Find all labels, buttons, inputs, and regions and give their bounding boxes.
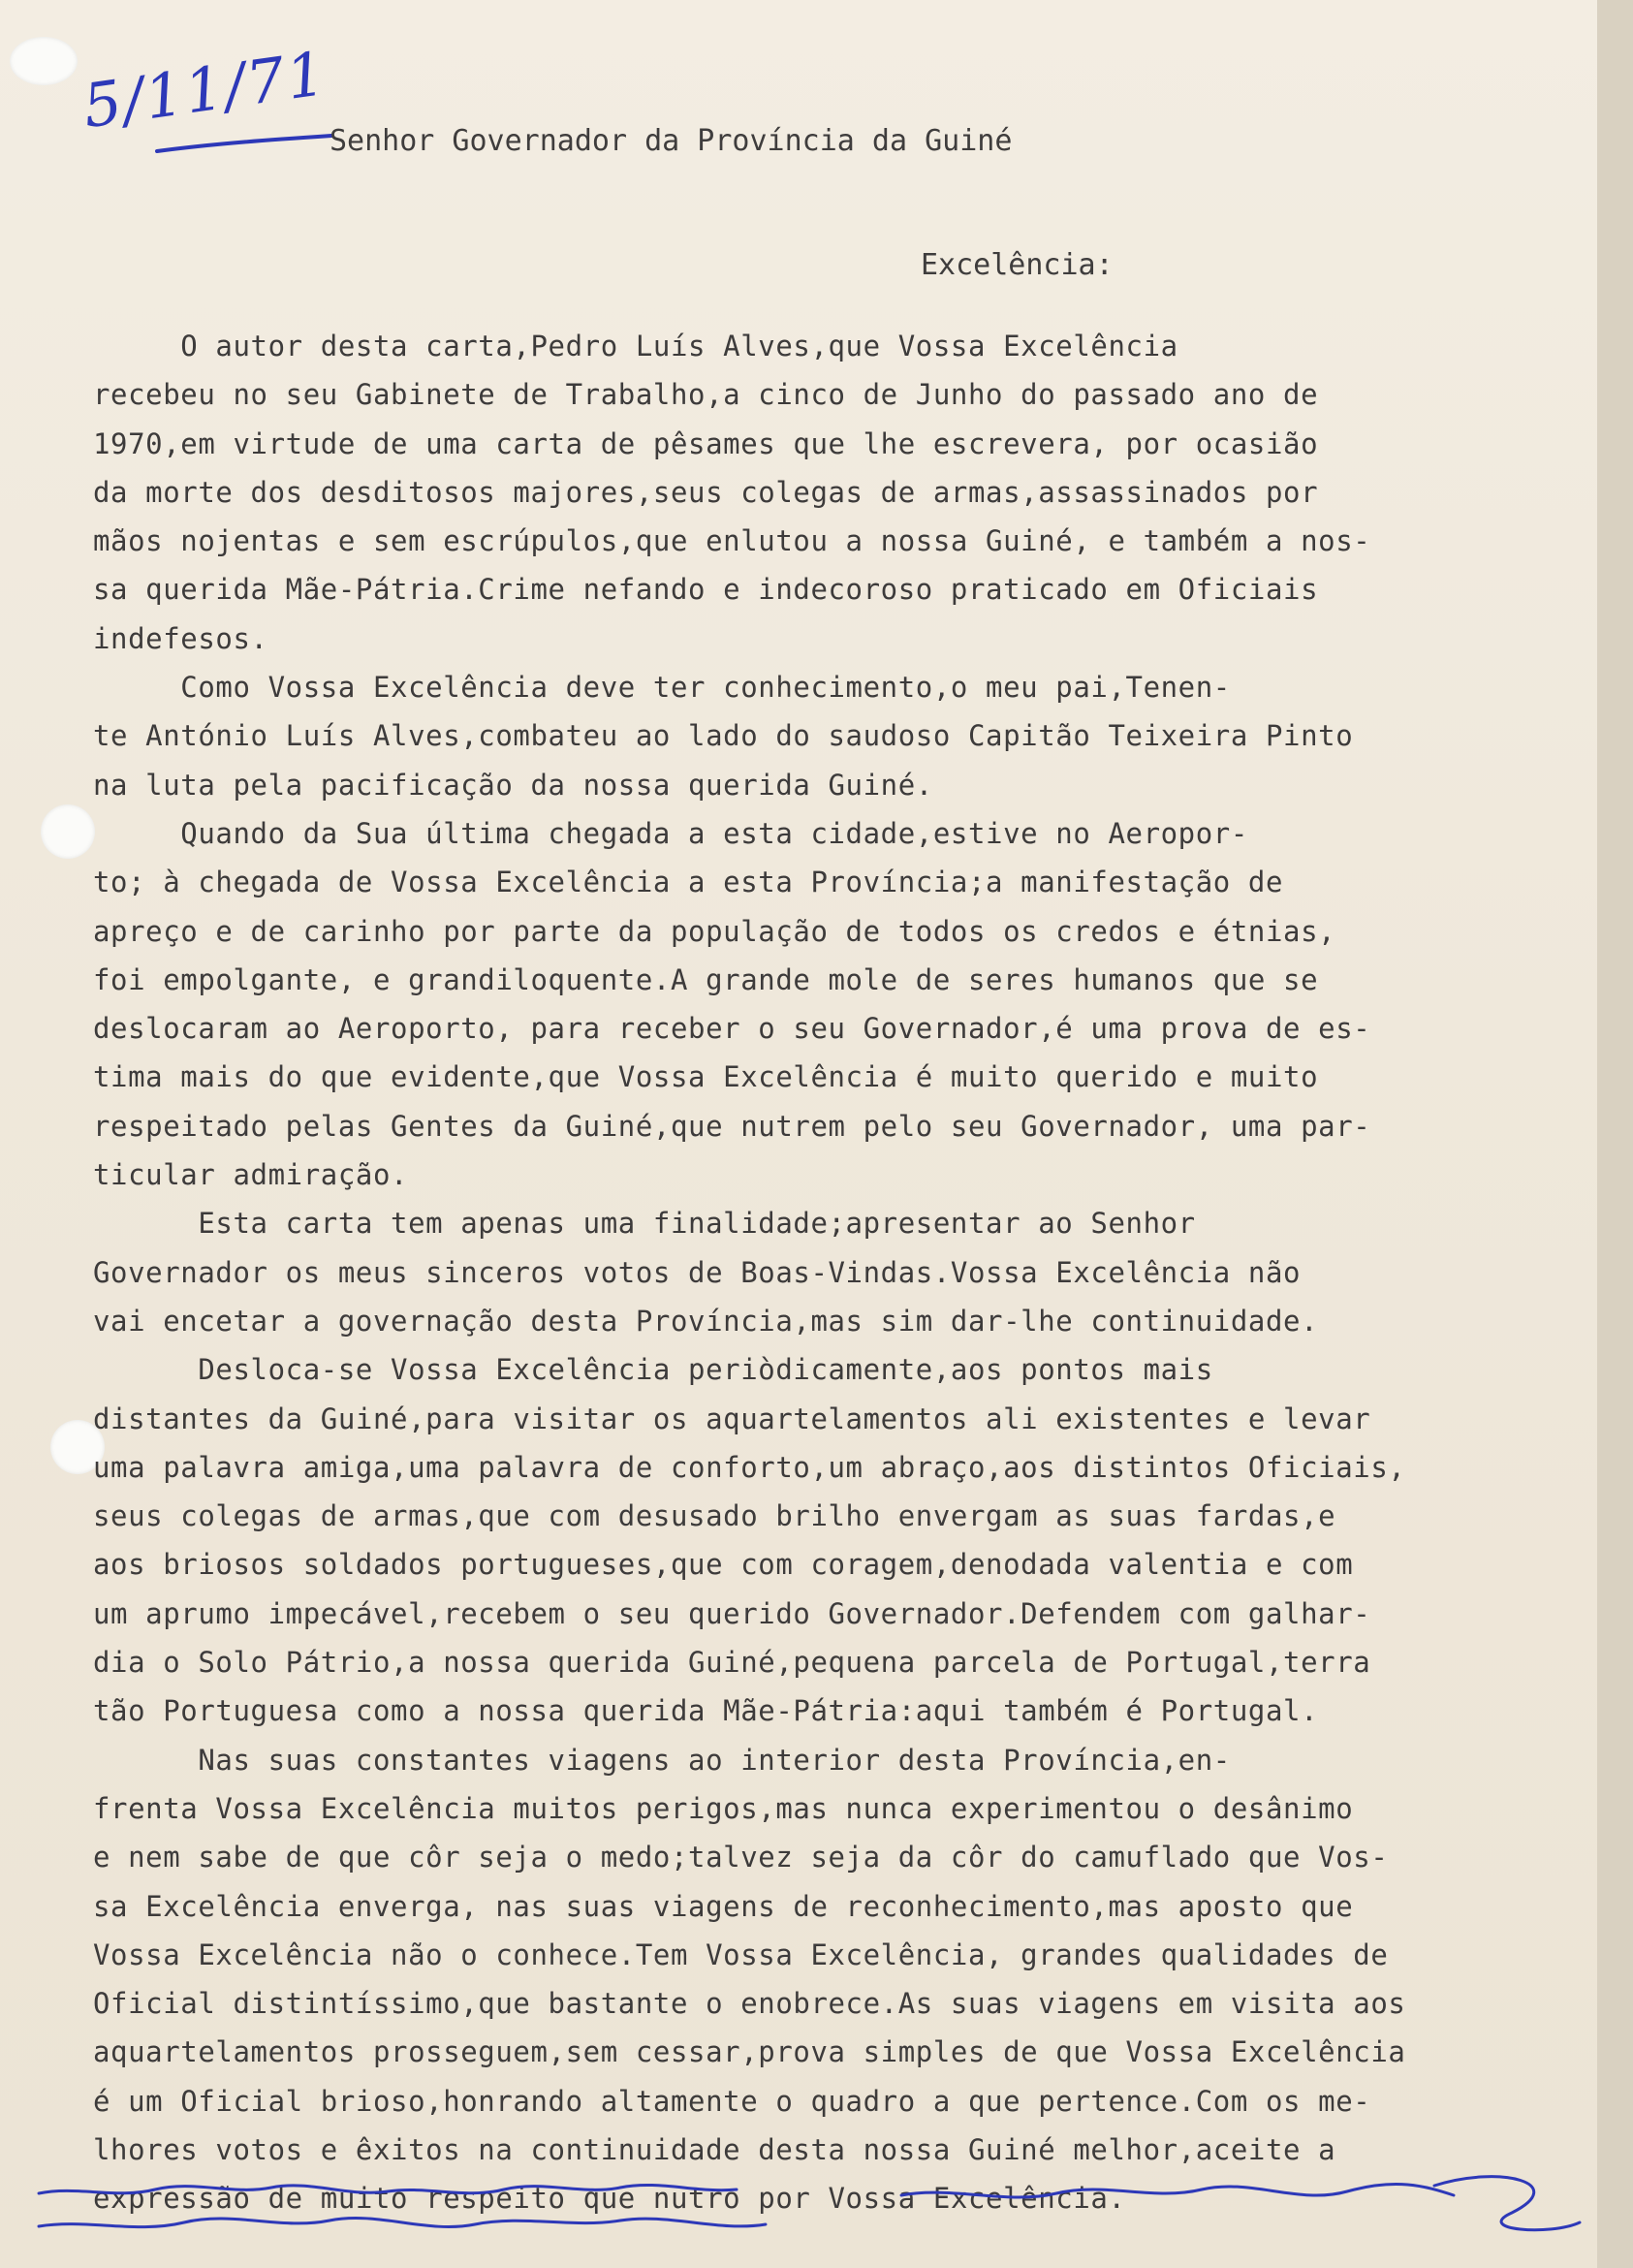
body-line: lhores votos e êxitos na continuidade desta nossa Guiné melhor,aceite a [93, 2132, 1336, 2166]
body-line: tão Portuguesa como a nossa querida Mãe-Pátria:aqui também é Portugal. [93, 1694, 1319, 1728]
letter-salutation: Excelência: [921, 248, 1114, 282]
body-line: dia o Solo Pátrio,a nossa querida Guiné,pequena parcela de Portugal,terra [93, 1646, 1371, 1680]
body-line: distantes da Guiné,para visitar os aquartelamentos ali existentes e levar [93, 1402, 1371, 1435]
body-line: sa Excelência enverga, nas suas viagens de reconhecimento,mas aposto que [93, 1889, 1354, 1923]
body-line: Esta carta tem apenas uma finalidade;apresentar ao Senhor [93, 1207, 1196, 1241]
body-line: seus colegas de armas,que com desusado brilho envergam as suas fardas,e [93, 1499, 1336, 1533]
body-line: Vossa Excelência não o conhece.Tem Vossa Excelência, grandes qualidades de [93, 1937, 1389, 1971]
body-line: deslocaram ao Aeroporto, para receber o seu Governador,é uma prova de es- [93, 1012, 1371, 1046]
body-line: é um Oficial brioso,honrando altamente o quadro a que pertence.Com os me- [93, 2084, 1371, 2118]
body-line: Desloca-se Vossa Excelência periòdicamente,aos pontos mais [93, 1353, 1213, 1387]
body-line: expressão de muito respeito que nutro por Vossa Excelência. [93, 2182, 1126, 2216]
body-line: apreço e de carinho por parte da população de todos os credos e étnias, [93, 914, 1336, 948]
body-line: mãos nojentas e sem escrúpulos,que enlutou a nossa Guiné, e também a nos- [93, 524, 1371, 558]
body-line: frenta Vossa Excelência muitos perigos,mas nunca experimentou o desânimo [93, 1791, 1354, 1825]
body-line: aos briosos soldados portugueses,que com coragem,denodada valentia e com [93, 1548, 1354, 1582]
handwritten-signature [0, 2166, 1597, 2268]
body-line: indefesos. [93, 621, 268, 655]
body-line: 1970,em virtude de uma carta de pêsames que lhe escrevera, por ocasião [93, 426, 1319, 460]
body-line: uma palavra amiga,uma palavra de conforto,um abraço,aos distintos Oficiais, [93, 1450, 1406, 1484]
body-line: tima mais do que evidente,que Vossa Excelência é muito querido e muito [93, 1060, 1319, 1094]
body-line: um aprumo impecável,recebem o seu querido Governador.Defendem com galhar- [93, 1596, 1371, 1630]
body-line: Como Vossa Excelência deve ter conhecimento,o meu pai,Tenen- [93, 671, 1231, 705]
body-line: na luta pela pacificação da nossa querida Guiné. [93, 768, 933, 802]
body-line: Nas suas constantes viagens ao interior desta Província,en- [93, 1743, 1231, 1777]
body-line: Oficial distintíssimo,que bastante o enobrece.As suas viagens em visita aos [93, 1987, 1406, 2021]
body-line: da morte dos desditosos majores,seus colegas de armas,assassinados por [93, 475, 1319, 509]
punch-hole-middle [41, 804, 95, 859]
body-line: respeitado pelas Gentes da Guiné,que nutrem pelo seu Governador, uma par- [93, 1109, 1371, 1143]
handwritten-date: 5/11/71 [79, 37, 331, 142]
body-line: vai encetar a governação desta Província,mas sim dar-lhe continuidade. [93, 1304, 1319, 1338]
body-line: aquartelamentos prosseguem,sem cessar,prova simples de que Vossa Excelência [93, 2035, 1406, 2069]
body-line: sa querida Mãe-Pátria.Crime nefando e indecoroso praticado em Oficiais [93, 573, 1319, 607]
body-line: e nem sabe de que côr seja o medo;talvez seja da côr do camuflado que Vos- [93, 1841, 1389, 1874]
letter-body [93, 322, 1586, 2223]
body-line: Quando da Sua última chegada a esta cidade,estive no Aeropor- [93, 816, 1248, 850]
body-line: ticular admiração. [93, 1158, 409, 1192]
letter-heading: Senhor Governador da Província da Guiné [330, 124, 1013, 158]
body-line: Governador os meus sinceros votos de Boas-Vindas.Vossa Excelência não [93, 1255, 1302, 1289]
body-line: foi empolgante, e grandiloquente.A grande mole de seres humanos que se [93, 962, 1319, 996]
body-line: te António Luís Alves,combateu ao lado do saudoso Capitão Teixeira Pinto [93, 719, 1354, 753]
body-line: to; à chegada de Vossa Excelência a esta Província;a manifestação de [93, 866, 1284, 899]
body-line: O autor desta carta,Pedro Luís Alves,que Vossa Excelência [93, 330, 1178, 362]
body-line: recebeu no seu Gabinete de Trabalho,a cinco de Junho do passado ano de [93, 378, 1319, 412]
scan-background-edge [1597, 0, 1633, 2268]
